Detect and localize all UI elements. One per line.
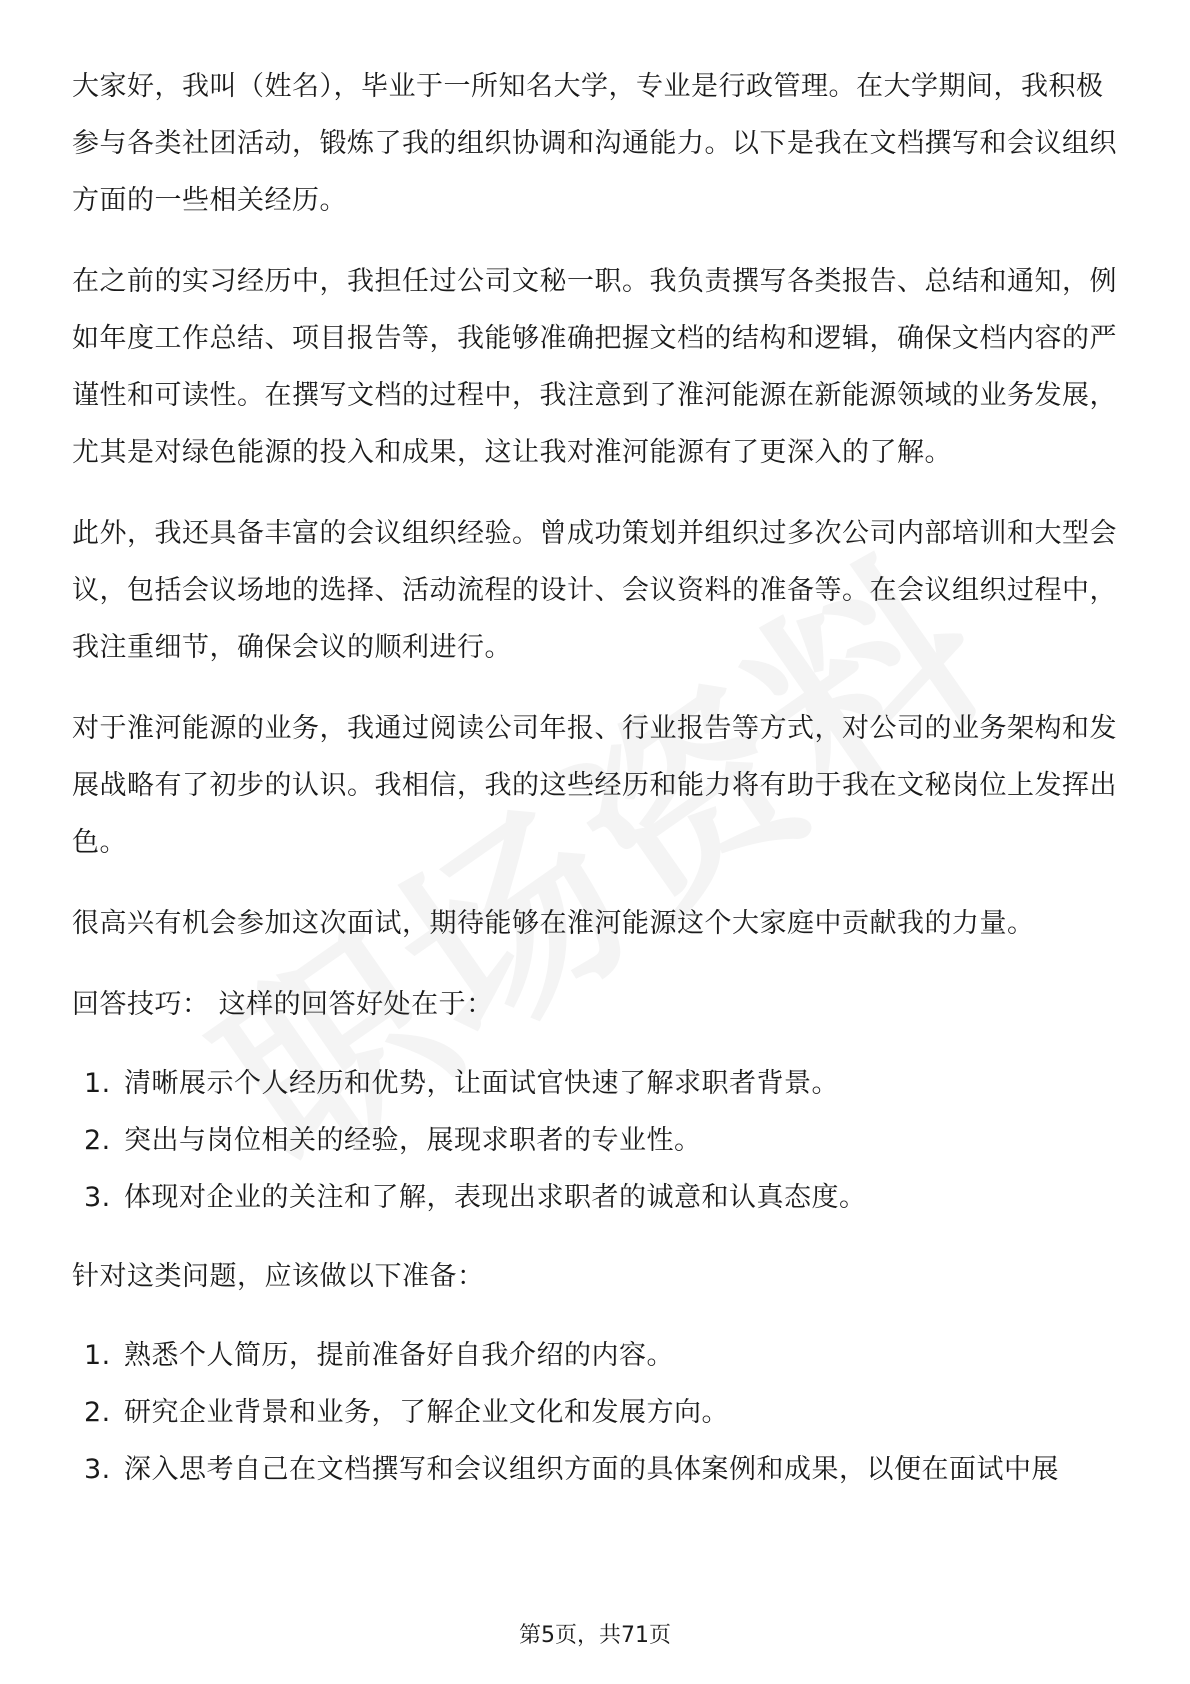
list-item	[72, 1327, 1122, 1384]
paragraph-intro: 大家好，我叫（姓名），毕业于一所知名大学，专业是行政管理。在大学期间，我积极参与各类社团活动，锻炼了我的组织协调和沟通能力。以下是我在文档撰写和会议组织方面的一些相关经历。	[72, 71, 1117, 216]
document-body	[72, 58, 1122, 1520]
list-item-text: 清晰展示个人经历和优势，让面试官快速了解求职者背景。	[124, 1068, 839, 1099]
paragraph-business: 对于淮河能源的业务，我通过阅读公司年报、行业报告等方式，对公司的业务架构和发展战略有了初步的认识。我相信，我的这些经历和能力将有助于我在文秘岗位上发挥出色。	[72, 713, 1117, 858]
list-item-text: 深入思考自己在文档撰写和会议组织方面的具体案例和成果，以便在面试中展	[124, 1454, 1059, 1485]
page-footer: 第5页，共71页	[519, 1623, 671, 1648]
paragraph-meetings: 此外，我还具备丰富的会议组织经验。曾成功策划并组织过多次公司内部培训和大型会议，包括会议场地的选择、活动流程的设计、会议资料的准备等。在会议组织过程中，我注重细节，确保会议的顺利进行。	[72, 518, 1117, 663]
list-number: 3.	[84, 1182, 111, 1213]
list-item	[72, 1055, 1122, 1112]
list-number: 2.	[84, 1125, 111, 1156]
list-item-text: 体现对企业的关注和了解，表现出求职者的诚意和认真态度。	[124, 1182, 867, 1213]
list-number: 1.	[84, 1340, 111, 1371]
list-item-text: 熟悉个人简历，提前准备好自我介绍的内容。	[124, 1340, 674, 1371]
list-item	[72, 1112, 1122, 1169]
paragraph-closing: 很高兴有机会参加这次面试，期待能够在淮河能源这个大家庭中贡献我的力量。	[72, 908, 1035, 939]
list-item	[72, 1441, 1122, 1498]
list-item-text: 突出与岗位相关的经验，展现求职者的专业性。	[124, 1125, 702, 1156]
prep-list	[72, 1327, 1122, 1498]
prep-heading: 针对这类问题，应该做以下准备：	[72, 1261, 485, 1292]
list-item	[72, 1169, 1122, 1226]
tips-heading: 回答技巧： 这样的回答好处在于：	[72, 989, 494, 1020]
list-number: 3.	[84, 1454, 111, 1485]
paragraph-internship: 在之前的实习经历中，我担任过公司文秘一职。我负责撰写各类报告、总结和通知，例如年度工作总结、项目报告等，我能够准确把握文档的结构和逻辑，确保文档内容的严谨性和可读性。在撰写文档的过程中，我注意到了淮河能源在新能源领域的业务发展，尤其是对绿色能源的投入和成果，这让我对淮河能源有了更深入的了解。	[72, 266, 1117, 468]
list-item-text: 研究企业背景和业务，了解企业文化和发展方向。	[124, 1397, 729, 1428]
list-number: 2.	[84, 1397, 111, 1428]
list-item	[72, 1384, 1122, 1441]
tips-list	[72, 1055, 1122, 1226]
list-number: 1.	[84, 1068, 111, 1099]
